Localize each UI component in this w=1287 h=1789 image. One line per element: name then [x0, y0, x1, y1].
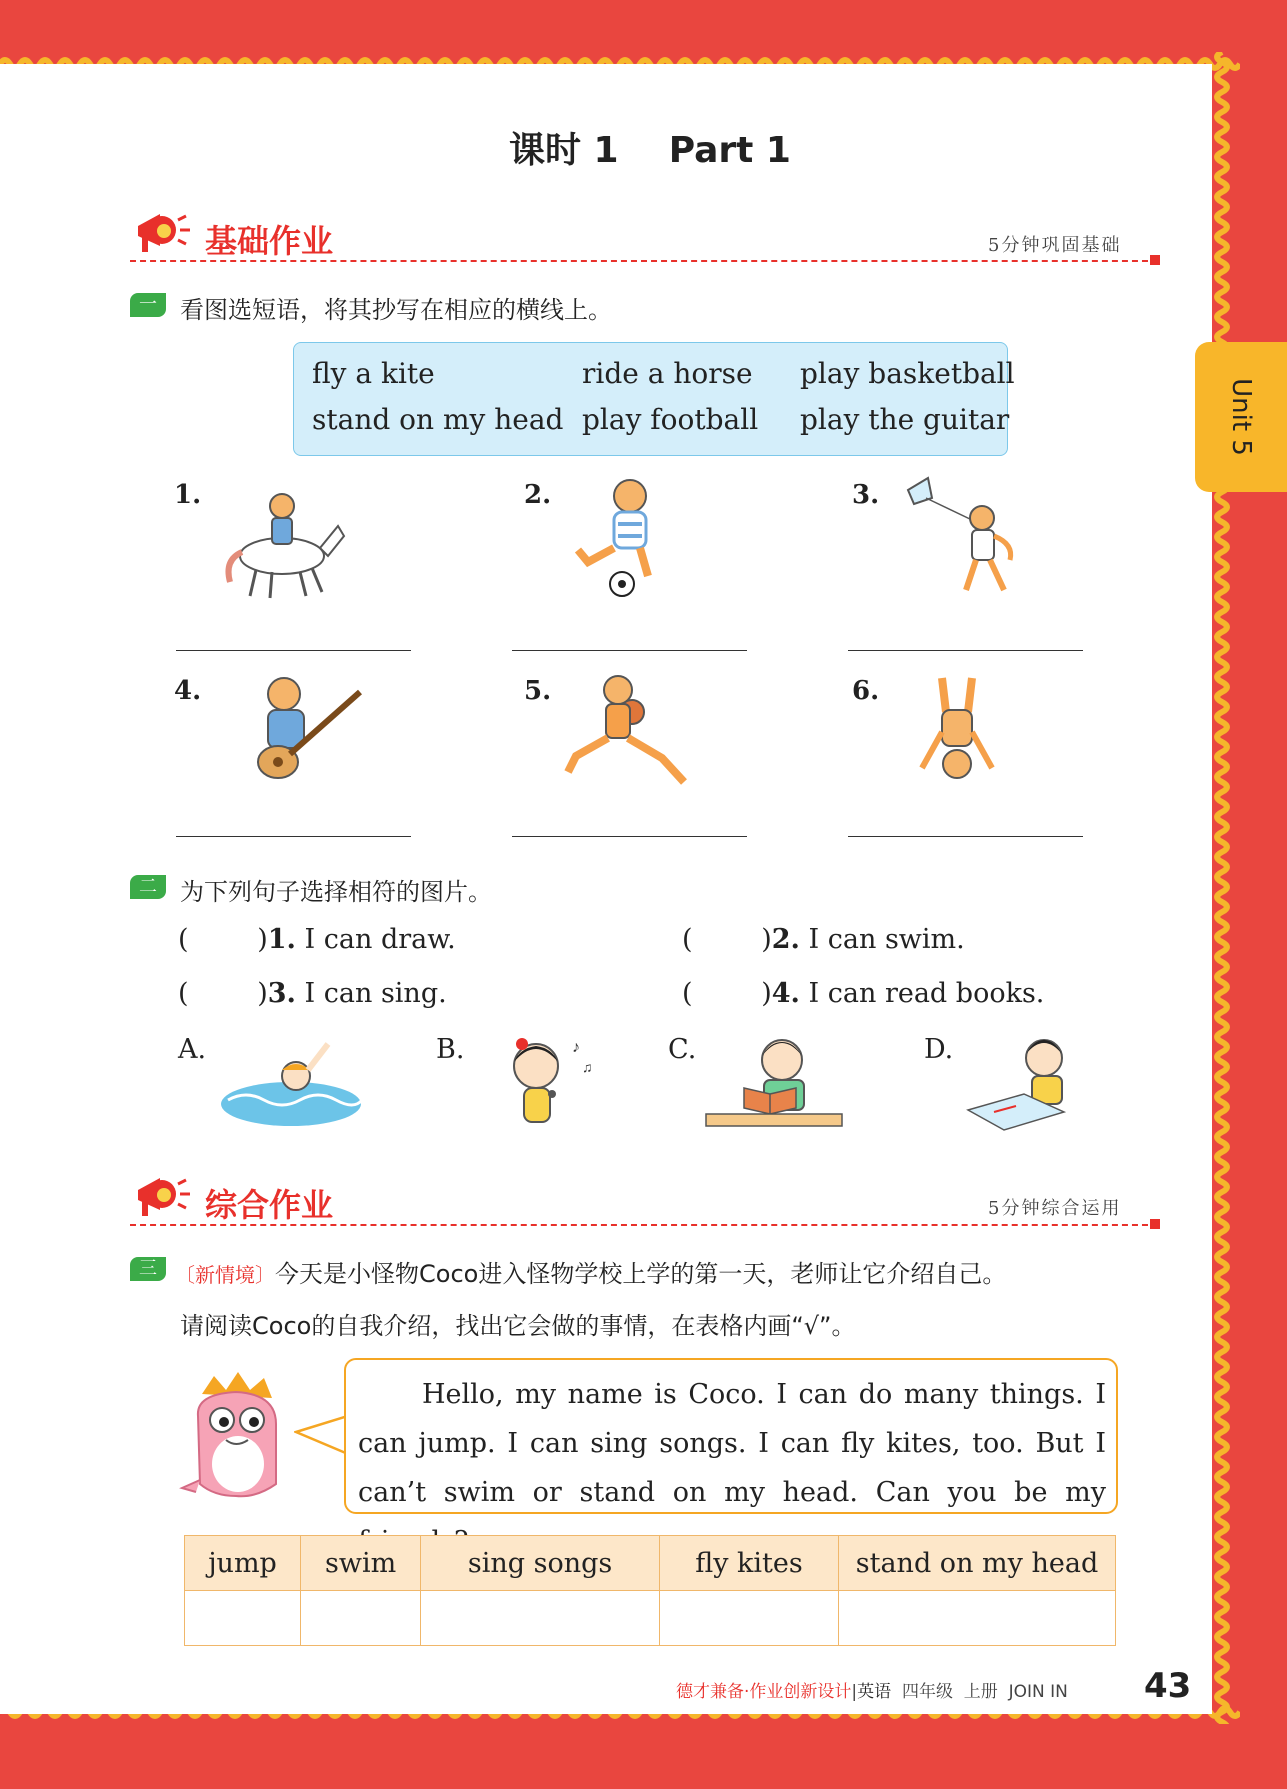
- phrase-fly-a-kite: fly a kite: [312, 357, 435, 390]
- answer-cell-fly-kites[interactable]: [659, 1591, 838, 1646]
- phrase-play-football: play football: [582, 403, 759, 436]
- q1-item-3-number: 3.: [852, 480, 880, 510]
- q1-item-2-number: 2.: [524, 480, 552, 510]
- table-header-fly-kites: fly kites: [659, 1536, 838, 1591]
- coco-speech-bubble: [344, 1358, 1118, 1514]
- table-header-row: [185, 1536, 1116, 1591]
- svg-text:♫: ♫: [582, 1059, 593, 1075]
- divider-end-mark: [1150, 1219, 1160, 1229]
- tiger-riding-horse-icon: [220, 478, 350, 600]
- q2-sentence-1-text: I can draw.: [295, 924, 456, 955]
- unit-tab-label: Unit 5: [1226, 378, 1256, 456]
- q1-instruction: 看图选短语，将其抄写在相应的横线上。: [180, 296, 612, 324]
- section1-title: 基础作业: [205, 222, 334, 260]
- section1-divider: [130, 260, 1158, 262]
- q2-sentence-3-number: 3.: [267, 978, 296, 1009]
- q1-answer-line-4[interactable]: [176, 836, 411, 837]
- boy-reading-book-icon: [704, 1030, 844, 1138]
- phrase-ride-a-horse: ride a horse: [582, 357, 753, 390]
- q2-badge: 二: [130, 875, 166, 899]
- footer-separator: |: [851, 1682, 858, 1702]
- q2-sentence-4-text: I can read books.: [799, 978, 1045, 1009]
- table-answer-row: [185, 1591, 1116, 1646]
- q1-answer-line-3[interactable]: [848, 650, 1083, 651]
- section2-title: 综合作业: [205, 1186, 334, 1224]
- coco-monster-icon: [176, 1364, 300, 1504]
- answer-blank-3[interactable]: ( ): [178, 978, 268, 1009]
- q3-instruction-line2: 请阅读Coco的自我介绍，找出它会做的事情，在表格内画“√”。: [180, 1312, 856, 1340]
- option-b-label: B.: [436, 1034, 465, 1065]
- q2-sentence-4-number: 4.: [771, 978, 800, 1009]
- speech-bubble-tail: [294, 1410, 348, 1460]
- q2-instruction: 为下列句子选择相符的图片。: [180, 878, 492, 906]
- tiger-playing-basketball-icon: [562, 672, 692, 788]
- q1-answer-line-1[interactable]: [176, 650, 411, 651]
- tiger-flying-kite-icon: [896, 474, 1036, 602]
- q1-answer-line-6[interactable]: [848, 836, 1083, 837]
- new-context-tag: 〔新情境〕: [175, 1263, 275, 1287]
- svg-text:♪: ♪: [572, 1039, 580, 1056]
- q2-sentence-2-number: 2.: [771, 924, 800, 955]
- tiger-standing-on-head-icon: [912, 672, 1002, 786]
- q2-sentence-1-number: 1.: [267, 924, 296, 955]
- answer-cell-sing-songs[interactable]: [421, 1591, 660, 1646]
- q2-sentence-1: [178, 924, 456, 955]
- q1-item-1-number: 1.: [174, 480, 202, 510]
- answer-cell-stand-on-my-head[interactable]: [839, 1591, 1116, 1646]
- footer-brand: 德才兼备·作业创新设计: [676, 1682, 852, 1702]
- table-header-swim: swim: [301, 1536, 421, 1591]
- boy-swimming-icon: [216, 1030, 366, 1130]
- q2-sentence-2: [682, 924, 965, 955]
- option-d-label: D.: [924, 1034, 954, 1065]
- footer-subject: 英语: [857, 1682, 892, 1702]
- megaphone-icon: [130, 1170, 192, 1226]
- q3-instruction-line1: [175, 1254, 1006, 1289]
- megaphone-icon: [130, 206, 192, 262]
- answer-blank-4[interactable]: ( ): [682, 978, 772, 1009]
- tiger-playing-guitar-icon: [240, 672, 370, 788]
- phrase-play-the-guitar: play the guitar: [800, 403, 1010, 436]
- q2-sentence-3: [178, 978, 447, 1009]
- boy-drawing-icon: [964, 1030, 1080, 1140]
- q3-instruction-text: 今天是小怪物Coco进入怪物学校上学的第一天，老师让它介绍自己。: [275, 1260, 1007, 1288]
- q2-sentence-3-text: I can sing.: [295, 978, 447, 1009]
- q1-item-4-number: 4.: [174, 676, 202, 706]
- divider-end-mark: [1150, 255, 1160, 265]
- section2-divider: [130, 1224, 1158, 1226]
- coco-passage: Hello, my name is Coco. I can do many things. I can jump. I can sing songs. I can fly kites, too. But I can’t swim or stand on my head. Can you be my: [358, 1379, 1106, 1508]
- q1-item-6-number: 6.: [852, 676, 880, 706]
- q1-badge: 一: [130, 293, 166, 317]
- q2-sentence-2-text: I can swim.: [799, 924, 965, 955]
- answer-cell-jump[interactable]: [185, 1591, 301, 1646]
- phrase-box: [293, 342, 1015, 456]
- section1-note: 5分钟巩固基础: [988, 235, 1122, 256]
- table-header-jump: jump: [185, 1536, 301, 1591]
- q1-answer-line-5[interactable]: [512, 836, 747, 837]
- q2-sentence-4: [682, 978, 1044, 1009]
- phrase-stand-on-my-head: stand on my head: [312, 403, 564, 436]
- q1-item-5-number: 5.: [524, 676, 552, 706]
- answer-table: [184, 1535, 1116, 1646]
- phrase-play-basketball: play basketball: [800, 357, 1015, 390]
- unit-tab[interactable]: [1195, 342, 1287, 492]
- answer-blank-2[interactable]: ( ): [682, 924, 772, 955]
- page-number: 43: [1144, 1666, 1192, 1706]
- option-c-label: C.: [668, 1034, 697, 1065]
- q1-answer-line-2[interactable]: [512, 650, 747, 651]
- section2-note: 5分钟综合运用: [988, 1198, 1122, 1219]
- option-a-label: A.: [178, 1034, 207, 1065]
- right-wavy-border: [1205, 52, 1239, 1724]
- tiger-playing-football-icon: [568, 476, 680, 600]
- answer-cell-swim[interactable]: [301, 1591, 421, 1646]
- table-header-sing-songs: sing songs: [421, 1536, 660, 1591]
- q3-badge: 三: [130, 1257, 166, 1281]
- page-title: 课时 1 Part 1: [509, 130, 791, 171]
- table-header-stand-on-my-head: stand on my head: [839, 1536, 1116, 1591]
- girl-singing-icon: [492, 1030, 600, 1140]
- footer-text: [676, 1677, 1068, 1702]
- answer-blank-1[interactable]: ( ): [178, 924, 268, 955]
- footer-info: 四年级 上册 JOIN IN: [891, 1682, 1068, 1702]
